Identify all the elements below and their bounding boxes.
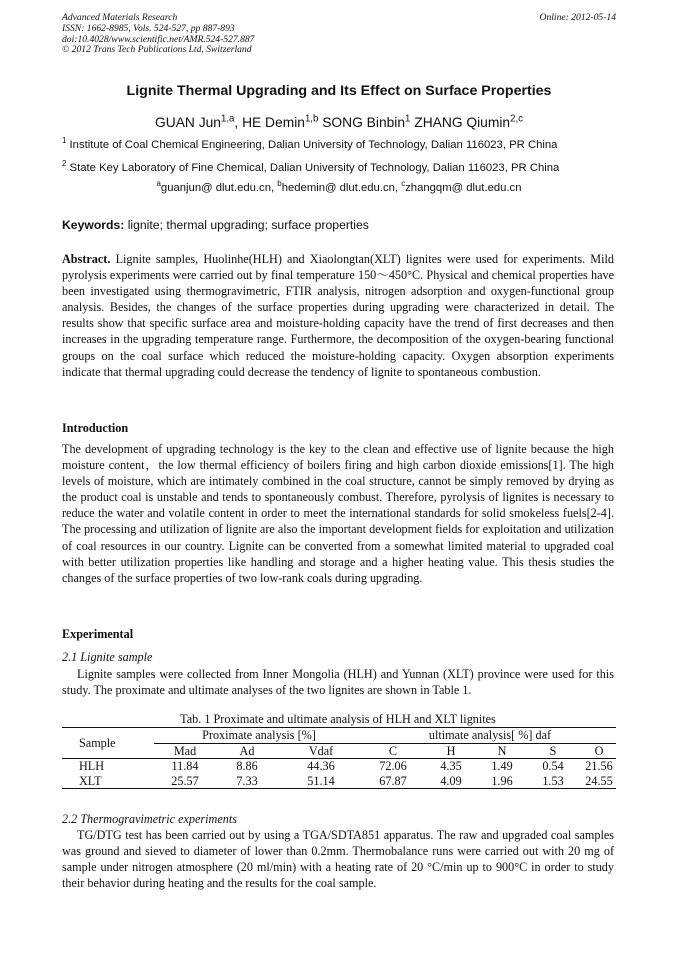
- keywords-text: lignite; thermal upgrading; surface properties: [127, 218, 369, 232]
- table-cell: 67.87: [364, 774, 422, 789]
- table-caption: Tab. 1 Proximate and ultimate analysis of HLH and XLT lignites: [180, 712, 496, 726]
- introduction-heading: Introduction: [62, 421, 129, 435]
- affiliation-2: [62, 159, 622, 174]
- table-cell: 8.86: [236, 759, 258, 774]
- table-cell: 1.53: [524, 774, 582, 789]
- email-address[interactable]: hedemin@ dlut.edu.cn,: [281, 182, 402, 194]
- column-header: N: [480, 743, 524, 759]
- email-sup: b: [277, 179, 282, 189]
- author-sep: ,: [234, 115, 243, 130]
- author-name: SONG Binbin: [322, 115, 406, 130]
- author-sup: 1,b: [304, 113, 319, 125]
- affiliation-number: 2: [62, 159, 67, 169]
- analysis-table: [62, 727, 616, 789]
- paper-title: Lignite Thermal Upgrading and Its Effect on Surface Properties: [126, 83, 552, 99]
- email-sup: a: [156, 179, 161, 189]
- column-header: C: [364, 743, 422, 759]
- table-cell: 24.55: [582, 774, 616, 789]
- table-header-row: [62, 728, 616, 744]
- affiliation-1: [62, 136, 622, 151]
- email-address[interactable]: guanjun@ dlut.edu.cn,: [160, 182, 278, 194]
- issn-line: ISSN: 1662-8985, Vols. 524-527, pp 887-893: [62, 22, 235, 34]
- table-cell: 4.09: [422, 774, 480, 789]
- thermogravimetric-text: TG/DTG test has been carried out by using a TGA/SDTA851 apparatus. The raw and upgraded coal samples was ground and sieved to diameter of lower than 0.2mm. Thermobalance runs were carried out with 20 mg of sample under nitrogen atmosphere (20 ml/min) with a heating rate of 20 °C/min up to 900°C in order to study their behavior during heating and the results for the coal sample.: [62, 828, 614, 891]
- doi-line: doi:10.4028/www.scientific.net/AMR.524-527.887: [62, 33, 255, 45]
- author-name: HE Demin: [242, 115, 305, 130]
- subsection-heading: 2.2 Thermogravimetric experiments: [62, 812, 237, 826]
- column-header: Vdaf: [278, 743, 364, 759]
- introduction-text: The development of upgrading technology is the key to the clean and effective use of lignite because the high moisture content，the low thermal efficiency of boilers firing and high carbon dioxide emissions[1]. The high levels of moisture, which are intimately combined in the coal structure, cannot be simply removed by drying as the product coal is unstable and tends to spontaneously combust. Therefore, pyrolysis of lignites is necessary to reduce the water and volatile content in order to meet the international standards for solid smokeless fuels[2-4]. The processing and utilization of lignite are also the important development fields for exploitation and utilization of coal resources in our country. Lignite can be converted from a somewhat limited material to upgraded coal with better utilization properties like handling and storage and a higher heating value. This thesis studies the changes of the surface properties of two low-rank coals during upgrading.: [62, 442, 614, 585]
- author-name: GUAN Jun: [155, 115, 221, 130]
- table-row: [62, 774, 616, 789]
- author-list: [62, 115, 616, 130]
- table-cell: XLT: [62, 774, 154, 789]
- column-header: S: [524, 743, 582, 759]
- table-cell: 1.49: [491, 759, 513, 774]
- online-date: Online: 2012-05-14: [539, 12, 616, 23]
- sample-header: Sample: [62, 728, 154, 759]
- table-cell: 11.84: [171, 759, 199, 774]
- author-sup: 1,a: [220, 113, 235, 125]
- table-row: [62, 759, 616, 774]
- table-cell: 0.54: [542, 759, 564, 774]
- proximate-header: Proximate analysis [%]: [154, 728, 364, 744]
- table-cell: 21.56: [585, 759, 613, 774]
- keywords-label: Keywords:: [62, 218, 125, 232]
- table-cell: 4.35: [440, 759, 462, 774]
- column-header: Mad: [154, 743, 216, 759]
- table-cell: HLH: [79, 759, 105, 774]
- affiliation-text: State Key Laboratory of Fine Chemical, Dalian University of Technology, Dalian 116023, PR China: [69, 162, 560, 174]
- column-header: O: [582, 743, 616, 759]
- table-cell: 44.36: [307, 759, 335, 774]
- email-sup: c: [401, 179, 406, 189]
- lignite-sample-text: Lignite samples were collected from Inner Mongolia (HLH) and Yunnan (XLT) province were used for this study. The proximate and ultimate analyses of the two lignites are shown in Table 1.: [62, 667, 614, 698]
- column-header: H: [422, 743, 480, 759]
- experimental-heading: Experimental: [62, 627, 134, 641]
- journal-header: [62, 13, 616, 56]
- author-emails: [62, 179, 616, 194]
- author-sup: 2,c: [510, 113, 523, 125]
- column-header: Ad: [216, 743, 278, 759]
- journal-name: Advanced Materials Research: [62, 12, 178, 23]
- keywords: [62, 218, 369, 232]
- author-name: ZHANG Qiumin: [414, 115, 511, 130]
- table-cell: 1.96: [480, 774, 524, 789]
- abstract-label: Abstract.: [62, 252, 111, 266]
- ultimate-header: ultimate analysis[ %] daf: [364, 728, 616, 744]
- table-cell: 72.06: [379, 759, 407, 774]
- table-cell: 51.14: [278, 774, 364, 789]
- copyright-line: © 2012 Trans Tech Publications Ltd, Switzerland: [62, 44, 252, 56]
- author-sup: 1: [405, 113, 411, 125]
- email-address[interactable]: zhangqm@ dlut.edu.cn: [405, 182, 522, 194]
- table-cell: 25.57: [154, 774, 216, 789]
- subsection-heading: 2.1 Lignite sample: [62, 650, 153, 664]
- table-cell: 7.33: [216, 774, 278, 789]
- affiliation-text: Institute of Coal Chemical Engineering, Dalian University of Technology, Dalian 116023, PR China: [69, 139, 558, 151]
- abstract: [62, 251, 614, 380]
- affiliation-number: 1: [62, 136, 67, 146]
- abstract-text: Lignite samples, Huolinhe(HLH) and Xiaolongtan(XLT) lignites were used for experiments. Mild pyrolysis experiments were carried out by final temperature 150～450°C. Physical and chemical properties have been investigated using thermogravimetric, FTIR analysis, nitrogen adsorption and oxygen-functional group analysis. Besides, the changes of the surface properties during upgrading were characterized in detail. The results show that specific surface area and moisture-holding capacity have the trend of first decreases and then increases in the upgrading temperature range. Furthermore, the decomposition of the oxygen-bearing functional groups on the coal surface which reduced the moisture-holding capacity. Oxygen absorption experiments indicate that thermal upgrading could decrease the tendency of lignite to spontaneous combustion.: [62, 252, 615, 379]
